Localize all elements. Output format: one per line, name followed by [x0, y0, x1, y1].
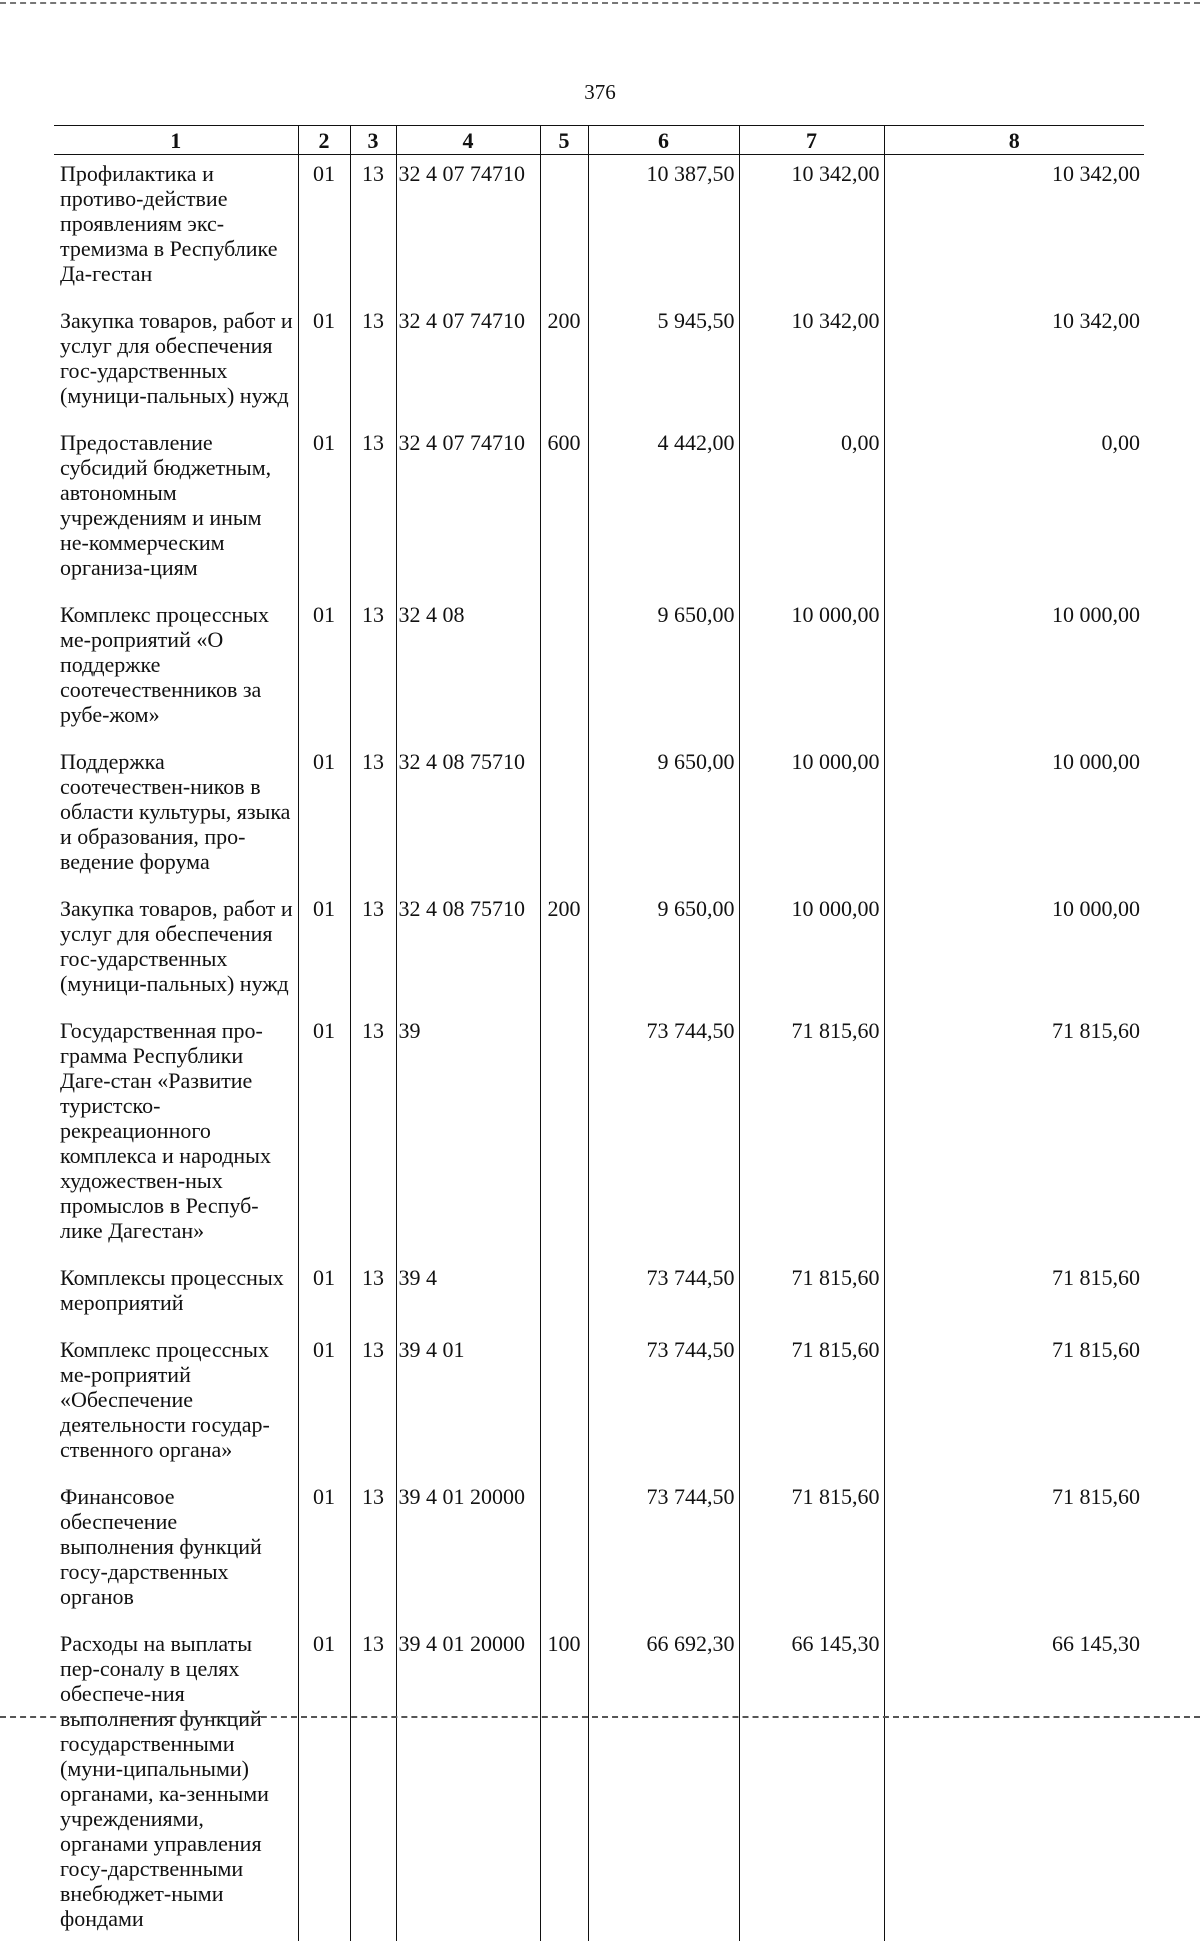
amount-col6-cell: 10 387,50 [588, 155, 739, 303]
row-name-cell: Расходы на выплаты пер-соналу в целях обеспече-ния выполнения функций государственными (муни-ципальными) органами, ка-зенными учреждениями, органами управления госу-дарственными внебюджет-ными фондами [60, 1631, 269, 1931]
amount-col6-cell: 9 650,00 [588, 743, 739, 890]
amount-col7-cell: 0,00 [739, 424, 884, 596]
column-header: 5 [540, 126, 588, 155]
amount-col6-cell: 9 650,00 [588, 890, 739, 1012]
expense-type-cell: 600 [540, 424, 588, 596]
row-name-cell: Закупка товаров, работ и услуг для обеспечения гос-ударственных (муници-пальных) нужд [60, 308, 293, 408]
amount-col8-cell: 71 815,60 [884, 1012, 1144, 1259]
amount-col6-cell: 73 744,50 [588, 1478, 739, 1625]
amount-col7-cell: 10 342,00 [739, 155, 884, 303]
row-name-cell: Комплекс процессных ме-роприятий «Обеспечение деятельности государ-ственного органа» [60, 1337, 270, 1462]
amount-col7-cell: 10 342,00 [739, 302, 884, 424]
subsection-code-cell: 13 [350, 1331, 396, 1478]
target-article-cell: 32 4 08 75710 [396, 743, 540, 890]
table-row [54, 1012, 1144, 1259]
column-header: 6 [588, 126, 739, 155]
expense-type-cell [540, 1012, 588, 1259]
target-article-cell: 39 4 01 20000 [396, 1625, 540, 1941]
expense-type-cell: 100 [540, 1625, 588, 1941]
expense-type-cell [540, 1259, 588, 1331]
header-row [54, 126, 1144, 155]
target-article-cell: 39 4 01 20000 [396, 1478, 540, 1625]
section-code-cell: 01 [298, 1478, 350, 1625]
amount-col8-cell: 66 145,30 [884, 1625, 1144, 1941]
table-row [54, 1478, 1144, 1625]
budget-table [54, 125, 1144, 1941]
amount-col8-cell: 10 000,00 [884, 890, 1144, 1012]
target-article-cell: 32 4 08 75710 [396, 890, 540, 1012]
table-row [54, 155, 1144, 303]
subsection-code-cell: 13 [350, 424, 396, 596]
amount-col8-cell: 0,00 [884, 424, 1144, 596]
table-row [54, 424, 1144, 596]
amount-col7-cell: 71 815,60 [739, 1478, 884, 1625]
target-article-cell: 39 4 [396, 1259, 540, 1331]
subsection-code-cell: 13 [350, 743, 396, 890]
amount-col8-cell: 71 815,60 [884, 1259, 1144, 1331]
expense-type-cell [540, 596, 588, 743]
subsection-code-cell: 13 [350, 1478, 396, 1625]
expense-type-cell [540, 1331, 588, 1478]
section-code-cell: 01 [298, 1625, 350, 1941]
row-name-cell: Комплекс процессных ме-роприятий «О поддержке соотечественников за рубе-жом» [60, 602, 269, 727]
table-row [54, 1625, 1144, 1941]
amount-col7-cell: 71 815,60 [739, 1331, 884, 1478]
subsection-code-cell: 13 [350, 155, 396, 303]
page-number: 376 [584, 80, 616, 104]
row-name-cell: Финансовое обеспечение выполнения функций госу-дарственных органов [60, 1484, 262, 1609]
row-name-cell: Предоставление субсидий бюджетным, автономным учреждениям и иным не-коммерческим организа-циям [60, 430, 272, 580]
amount-col7-cell: 66 145,30 [739, 1625, 884, 1941]
amount-col7-cell: 10 000,00 [739, 743, 884, 890]
section-code-cell: 01 [298, 424, 350, 596]
amount-col8-cell: 71 815,60 [884, 1478, 1144, 1625]
table-row [54, 1331, 1144, 1478]
scan-bottom-edge [0, 1716, 1200, 1720]
amount-col6-cell: 9 650,00 [588, 596, 739, 743]
subsection-code-cell: 13 [350, 1012, 396, 1259]
amount-col6-cell: 73 744,50 [588, 1012, 739, 1259]
section-code-cell: 01 [298, 1259, 350, 1331]
column-header: 7 [739, 126, 884, 155]
table-row [54, 302, 1144, 424]
amount-col7-cell: 10 000,00 [739, 596, 884, 743]
amount-col7-cell: 71 815,60 [739, 1012, 884, 1259]
row-name-cell: Закупка товаров, работ и услуг для обеспечения гос-ударственных (муници-пальных) нужд [60, 896, 293, 996]
target-article-cell: 32 4 07 74710 [396, 155, 540, 303]
section-code-cell: 01 [298, 302, 350, 424]
column-header: 8 [884, 126, 1144, 155]
amount-col8-cell: 10 342,00 [884, 302, 1144, 424]
row-name-cell: Комплексы процессных мероприятий [60, 1265, 284, 1315]
subsection-code-cell: 13 [350, 596, 396, 743]
column-header: 3 [350, 126, 396, 155]
subsection-code-cell: 13 [350, 1259, 396, 1331]
section-code-cell: 01 [298, 890, 350, 1012]
subsection-code-cell: 13 [350, 1625, 396, 1941]
target-article-cell: 32 4 07 74710 [396, 424, 540, 596]
amount-col7-cell: 71 815,60 [739, 1259, 884, 1331]
row-name-cell: Государственная про-грамма Республики Даге-стан «Развитие туристско-рекреационного комплекса и народных художествен-ных промыслов в Респуб-лике Дагестан» [60, 1018, 271, 1243]
expense-type-cell [540, 743, 588, 890]
amount-col8-cell: 10 000,00 [884, 596, 1144, 743]
target-article-cell: 32 4 07 74710 [396, 302, 540, 424]
amount-col6-cell: 5 945,50 [588, 302, 739, 424]
expense-type-cell: 200 [540, 890, 588, 1012]
section-code-cell: 01 [298, 1012, 350, 1259]
column-header: 2 [298, 126, 350, 155]
expense-type-cell [540, 155, 588, 303]
expense-type-cell [540, 1478, 588, 1625]
expense-type-cell: 200 [540, 302, 588, 424]
section-code-cell: 01 [298, 155, 350, 303]
row-name-cell: Поддержка соотечествен-ников в области культуры, языка и образования, про-ведение форума [60, 749, 291, 874]
table-row [54, 890, 1144, 1012]
table-row [54, 596, 1144, 743]
table-row [54, 1259, 1144, 1331]
section-code-cell: 01 [298, 596, 350, 743]
amount-col6-cell: 73 744,50 [588, 1259, 739, 1331]
subsection-code-cell: 13 [350, 302, 396, 424]
amount-col8-cell: 10 342,00 [884, 155, 1144, 303]
amount-col6-cell: 73 744,50 [588, 1331, 739, 1478]
amount-col8-cell: 71 815,60 [884, 1331, 1144, 1478]
section-code-cell: 01 [298, 743, 350, 890]
scan-top-edge [0, 2, 1200, 4]
amount-col6-cell: 66 692,30 [588, 1625, 739, 1941]
row-name-cell: Профилактика и противо-действие проявлениям экс-тремизма в Республике Да-гестан [60, 161, 278, 286]
target-article-cell: 39 4 01 [396, 1331, 540, 1478]
table-row [54, 743, 1144, 890]
amount-col7-cell: 10 000,00 [739, 890, 884, 1012]
amount-col8-cell: 10 000,00 [884, 743, 1144, 890]
subsection-code-cell: 13 [350, 890, 396, 1012]
target-article-cell: 32 4 08 [396, 596, 540, 743]
column-header: 1 [54, 126, 298, 155]
column-header: 4 [396, 126, 540, 155]
amount-col6-cell: 4 442,00 [588, 424, 739, 596]
target-article-cell: 39 [396, 1012, 540, 1259]
section-code-cell: 01 [298, 1331, 350, 1478]
